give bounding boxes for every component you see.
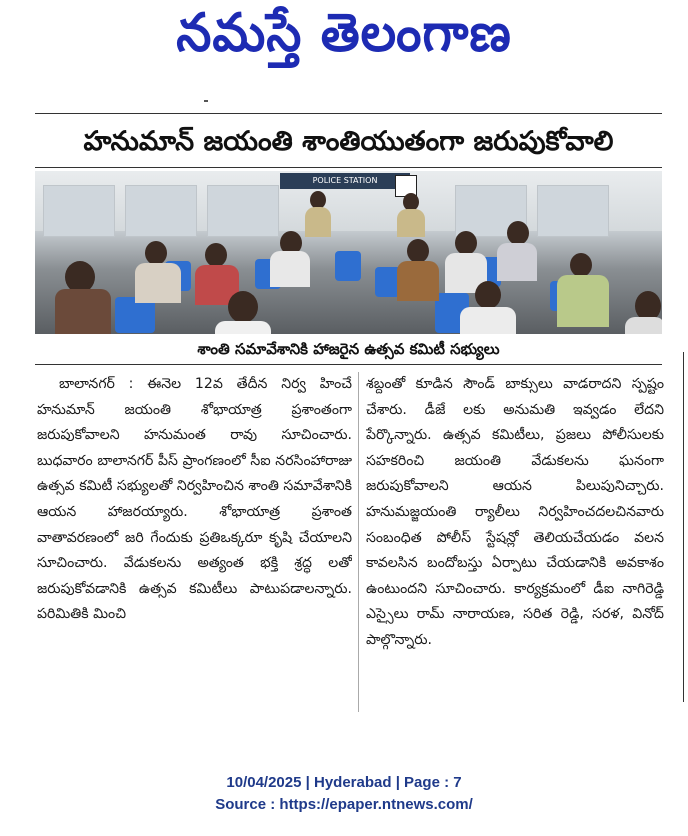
newspaper-logo: నమస్తే తెలంగాణ bbox=[176, 2, 512, 64]
divider-dot bbox=[204, 100, 208, 102]
column-divider bbox=[358, 372, 359, 712]
masthead bbox=[0, 0, 688, 90]
divider bbox=[35, 167, 662, 168]
article-body-left: బాలానగర్ : ఈనెల 12వ తేదీన నిర్వ హించే హనుమాన్ జయంతి శోభాయాత్ర ప్రశాంతంగా జరుపుకోవాలని హనుమంత రావు సూచించారు. బుధవారం బాలానగర్ పీస్ ప్రాంగణంలో సీఐ నరసింహారాజు ఉత్సవ కమిటీ సభ్యులతో నిర్వహించిన శాంతి సమావేశానికి ఆయన హాజరయ్యారు. శోభాయాత్ర ప్రశాంత వాతావరణంలో జరి గేందుకు ప్రతిఒక్కరూ కృషి చేయాలని సూచించారు. వేడుకలను అత్యంత భక్తి శ్రద్ధ లతో జరుపుకోవడానికి ఉత్సవ కమిటీలు పాటుపడాలన్నారు. పరిమితికి మించి bbox=[37, 376, 352, 623]
article-body-right: శబ్దంతో కూడిన సౌండ్ బాక్సులు వాడరాదని స్పష్టం చేశారు. డీజే లకు అనుమతి ఇవ్వడం లేదని పేర్కొన్నారు. ఉత్సవ కమిటీలు, ప్రజలు పోలీసులకు సహకరించి జయంతి వేడుకలను ఘనంగా జరుపుకోవాలని ఆయన పిలుపునిచ్చారు. హనుమజ్జయంతి ర్యాలీలు నిర్వహించదలచినవారు సంబంధిత పోలీస్ స్టేషన్లో తెలియచేయడం వలన కావలసిన బందోబస్తు ఏర్పాటు చేయడానికి అవకాశం ఉంటుందని సూచించారు. కార్యక్రమంలో డీఐ నాగిరెడ్డి ఎస్సైలు రామ్ నారాయణ, సరిత రెడ్డి, సరళ, వినోద్ పాల్గొన్నారు. bbox=[366, 376, 664, 648]
article-column-left bbox=[37, 372, 352, 712]
photo-caption: శాంతి సమావేశానికి హాజరైన ఉత్సవ కమిటీ సభ్యులు bbox=[35, 334, 662, 365]
article-headline: హనుమాన్ జయంతి శాంతియుతంగా జరుపుకోవాలి bbox=[83, 126, 614, 157]
page-edge-rule bbox=[683, 352, 684, 702]
photo-sign: POLICE STATION bbox=[280, 173, 410, 189]
footer-source: Source : https://epaper.ntnews.com/ bbox=[215, 796, 473, 813]
footer-date-edition: 10/04/2025 | Hyderabad | Page : 7 bbox=[226, 774, 462, 791]
article-photo bbox=[35, 171, 662, 334]
article-column-right bbox=[366, 372, 664, 712]
divider bbox=[35, 113, 662, 114]
